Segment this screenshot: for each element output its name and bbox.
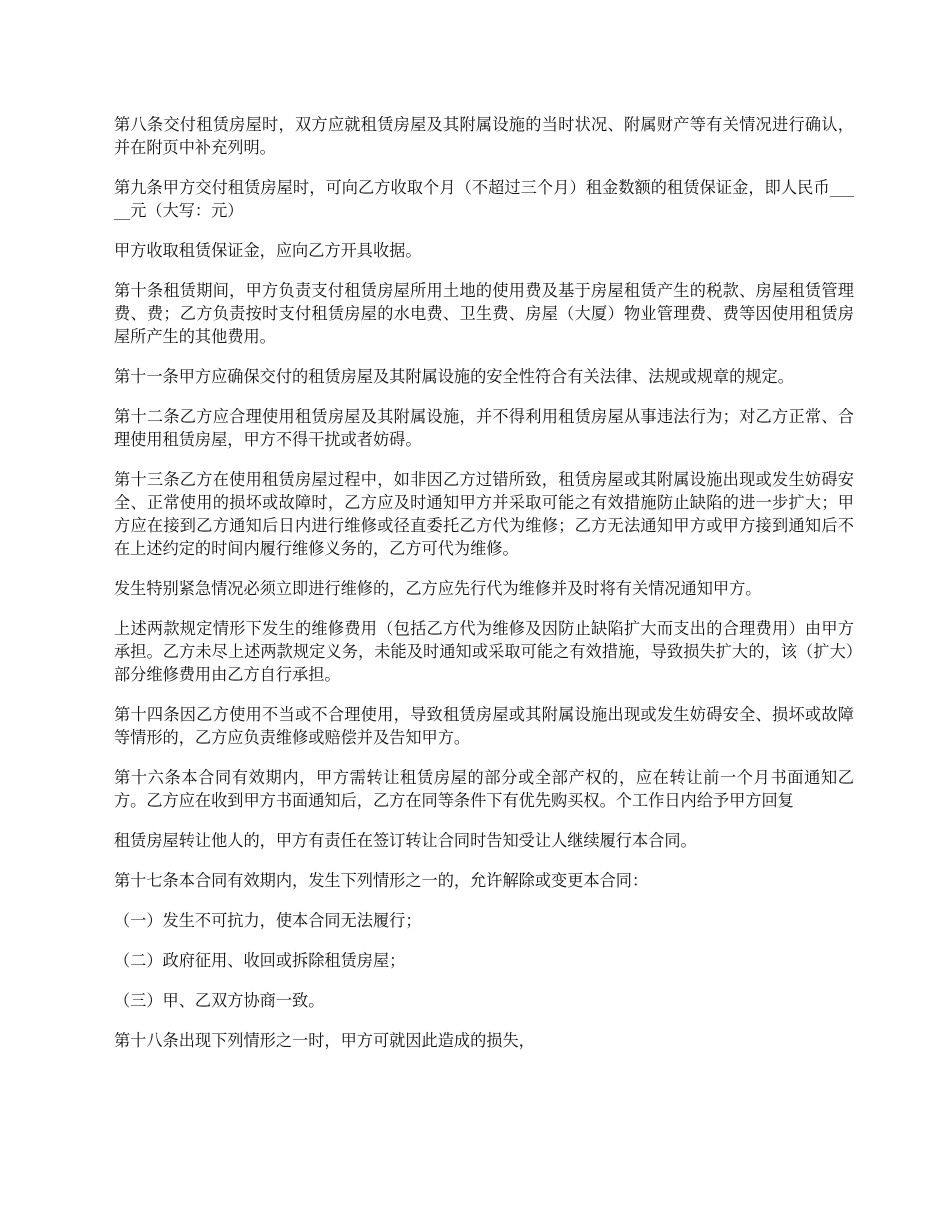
clause-13-emergency: 发生特别紧急情况必须立即进行维修的，乙方应先行代为维修并及时将有关情况通知甲方。 (114, 579, 762, 598)
clause-10: 第十条租赁期间，甲方负责支付租赁房屋所用土地的使用费及基于房屋租赁产生的税款、房屋租赁管理费、费；乙方负责按时支付租赁房屋的水电费、卫生费、房屋（大厦）物业管理费、费等因使用租赁房屋所产生的其他费用。 (114, 281, 854, 346)
clause-13-costs: 上述两款规定情形下发生的维修费用（包括乙方代为维修及因防止缺陷扩大而支出的合理费用）由甲方承担。乙方未尽上述两款规定义务，未能及时通知或采取可能之有效措施，导致损失扩大的，该（扩大）部分维修费用由乙方自行承担。 (114, 619, 854, 684)
clause-12: 第十二条乙方应合理使用租赁房屋及其附属设施，并不得利用租赁房屋从事违法行为；对乙方正常、合理使用租赁房屋，甲方不得干扰或者妨碍。 (114, 407, 854, 449)
clause-16: 第十六条本合同有效期内，甲方需转让租赁房屋的部分或全部产权的，应在转让前一个月书面通知乙方。乙方应在收到甲方书面通知后，乙方在同等条件下有优先购买权。个工作日内给予甲方回复 (114, 768, 854, 810)
clause-9-receipt: 甲方收取租赁保证金，应向乙方开具收据。 (114, 241, 422, 260)
clause-16-transfer: 租赁房屋转让他人的，甲方有责任在签订转让合同时告知受让人继续履行本合同。 (114, 831, 697, 850)
clause-11: 第十一条甲方应确保交付的租赁房屋及其附属设施的安全性符合有关法律、法规或规章的规定。 (114, 367, 794, 386)
clause-17-item-1: （一）发生不可抗力，使本合同无法履行； (114, 911, 422, 930)
clause-17-item-3: （三）甲、乙双方协商一致。 (114, 991, 325, 1010)
clause-13: 第十三条乙方在使用租赁房屋过程中，如非因乙方过错所致，租赁房屋或其附属设施出现或发生妨碍安全、正常使用的损坏或故障时，乙方应及时通知甲方并采取可能之有效措施防止缺陷的进一步扩大；甲方应在接到乙方通知后日内进行维修或径直委托乙方代为维修；乙方无法通知甲方或甲方接到通知后不在上述约定的时间内履行维修义务的，乙方可代为维修。 (114, 470, 854, 558)
clause-9: 第九条甲方交付租赁房屋时，可向乙方收取个月（不超过三个月）租金数额的租赁保证金，即人民币_____元（大写：元） (114, 178, 854, 220)
clause-14: 第十四条因乙方使用不当或不合理使用，导致租赁房屋或其附属设施出现或发生妨碍安全、损坏或故障等情形的，乙方应负责维修或赔偿并及告知甲方。 (114, 705, 854, 747)
clause-17: 第十七条本合同有效期内，发生下列情形之一的，允许解除或变更本合同： (114, 871, 649, 890)
clause-8: 第八条交付租赁房屋时，双方应就租赁房屋及其附属设施的当时状况、附属财产等有关情况进行确认，并在附页中补充列明。 (114, 115, 854, 157)
clause-17-item-2: （二）政府征用、收回或拆除租赁房屋； (114, 951, 406, 970)
clause-18: 第十八条出现下列情形之一时，甲方可就因此造成的损失， (114, 1031, 535, 1050)
document-body (114, 113, 854, 1052)
